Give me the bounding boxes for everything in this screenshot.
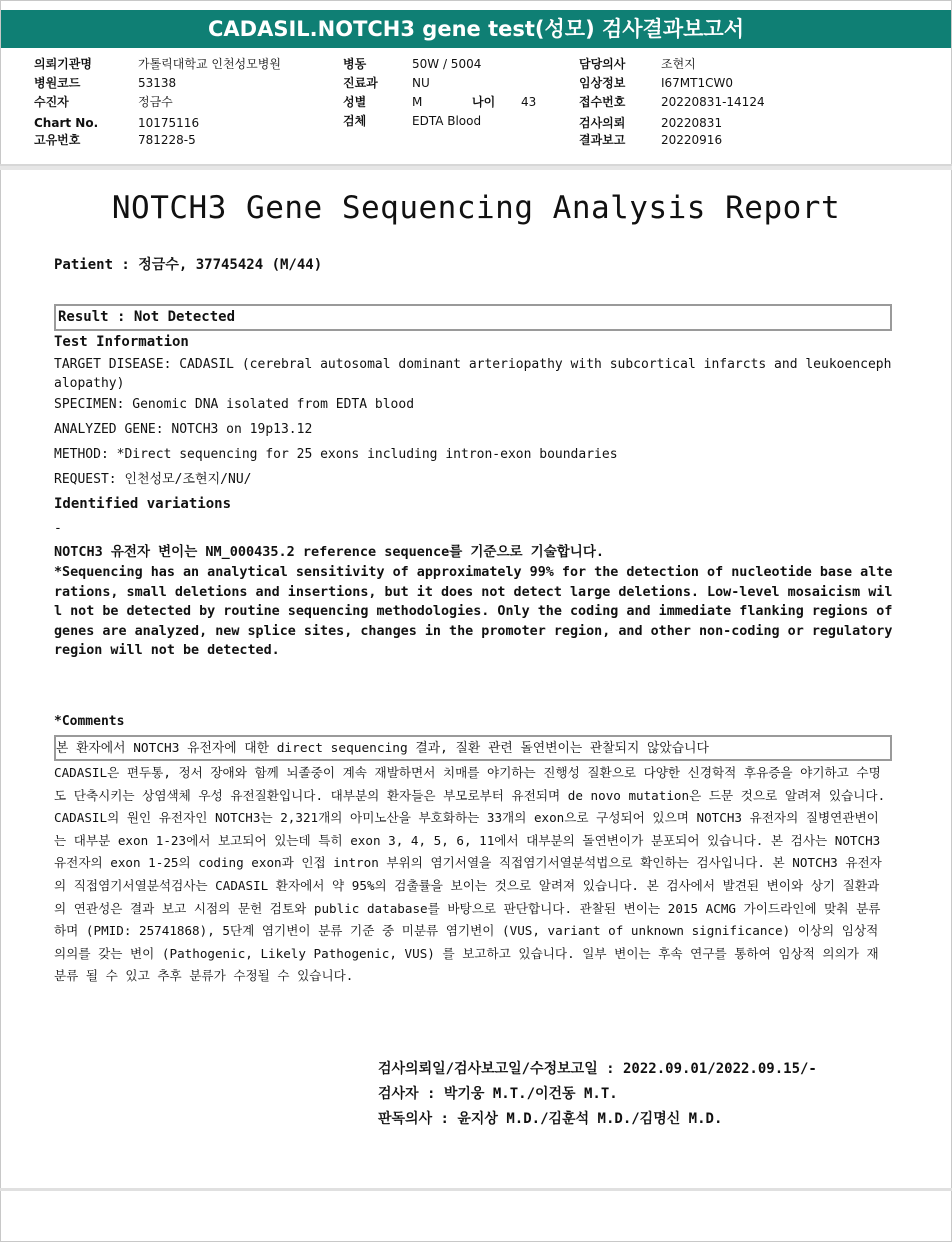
comments-heading: *Comments bbox=[54, 714, 125, 729]
variations-value: - bbox=[54, 521, 62, 536]
label-unique-no: 고유번호 bbox=[34, 133, 81, 147]
comments-box bbox=[54, 735, 892, 761]
label-receipt-no: 접수번호 bbox=[579, 95, 626, 109]
label-result-date: 결과보고 bbox=[579, 133, 626, 147]
comments-box-text: 본 환자에서 NOTCH3 유전자에 대한 direct sequencing 결과, 질환 관련 돌연변이는 관찰되지 않았습니다 bbox=[56, 741, 709, 756]
tester-line: 검사자 : 박기웅 M.T./이건동 M.T. bbox=[378, 1086, 618, 1102]
label-department: 진료과 bbox=[343, 76, 378, 90]
value-institution: 가톨릭대학교 인천성모병원 bbox=[138, 57, 281, 71]
value-specimen: EDTA Blood bbox=[412, 114, 482, 128]
label-patient: 수진자 bbox=[34, 95, 69, 109]
label-request-date: 검사의뢰 bbox=[579, 116, 626, 130]
result-text: Result : Not Detected bbox=[58, 309, 236, 325]
value-ward: 50W / 5004 bbox=[412, 57, 482, 71]
comments-paragraph: CADASIL은 편두통, 정서 장애와 함께 뇌졸중이 계속 재발하면서 치매를 야기하는 진행성 질환으로 다양한 신경학적 후유증을 야기하고 수명도 단축시키는 상염색체 우성 유전질환입니다. 대부분의 환자들은 부모로부터 유전되며 de novo mutation은 드문 것으로 알려져 있습니다. CADASIL의 원인 유전자인 NOTCH3는 2,321개의 아미노산을 부호화하는 33개의 exon으로 구성되어 있으며 NOTCH3 유전자의 질병연관변이는 대부분 exon 1-23에서 보고되어 있는데 특히 exon 3, 4, 5, 6, 11에서 대부분의 돌연변이가 분포되어 있습니다. 본 검사는 NOTCH3 유전자의 exon 1-25의 coding exon과 인접 intron 부위의 염기서열을 직접염기서열분석법으로 확인하는 검사입니다. 본 NOTCH3 유전자의 직접염기서열분석검사는 CADASIL 환자에서 약 95%의 검출률을 보이는 것으로 알려져 있습니다. 본 검사에서 발견된 변이와 상기 질환과의 연관성은 결과 보고 시점의 문헌 검토와 public database를 바탕으로 판단합니다. 관찰된 변이는 2015 ACMG 가이드라인에 맞춰 분류하며 (PMID: 25741868), 5단계 염기변이 분류 기준 중 미분류 염기변이 (VUS, variant of unknown significance) 이상의 임상적 의의를 갖는 변이 (Pathogenic, Likely Pathogenic, VUS) 를 보고하고 있습니다. 일부 변이는 후속 연구를 통하여 임상적 의의가 재분류 될 수 있고 추후 분류가 수정될 수 있습니다. bbox=[54, 765, 886, 984]
label-age: 나이 bbox=[472, 95, 496, 109]
value-clinical-info: I67MT1CW0 bbox=[661, 76, 734, 90]
reader-line: 판독의사 : 윤지상 M.D./김훈석 M.D./김명신 M.D. bbox=[378, 1111, 723, 1127]
specimen-line: SPECIMEN: Genomic DNA isolated from EDTA blood bbox=[54, 397, 415, 412]
value-result-date: 20220916 bbox=[661, 133, 723, 147]
patient-line: Patient : 정금수, 37745424 (M/44) bbox=[54, 257, 323, 273]
value-age: 43 bbox=[521, 95, 537, 109]
label-clinical-info: 임상정보 bbox=[579, 76, 626, 90]
target-disease: TARGET DISEASE: CADASIL (cerebral autosomal dominant arteriopathy with subcortical infarcts and leukoencephalopathy) bbox=[54, 357, 892, 391]
value-sex: M bbox=[412, 95, 423, 109]
label-hospital-code: 병원코드 bbox=[34, 76, 81, 90]
analyzed-gene-line: ANALYZED GENE: NOTCH3 on 19p13.12 bbox=[54, 422, 313, 437]
label-chart-no: Chart No. bbox=[34, 116, 99, 130]
report-title: NOTCH3 Gene Sequencing Analysis Report bbox=[111, 190, 841, 226]
label-doctor: 담당의사 bbox=[579, 57, 626, 71]
label-sex: 성별 bbox=[343, 95, 367, 109]
report-header-title: CADASIL.NOTCH3 gene test(성모) 검사결과보고서 bbox=[1, 10, 951, 48]
value-patient: 정금수 bbox=[138, 95, 173, 109]
reference-note: NOTCH3 유전자 변이는 NM_000435.2 reference sequence를 기준으로 기술합니다. bbox=[54, 544, 605, 560]
variations-heading: Identified variations bbox=[54, 496, 232, 512]
label-institution: 의뢰기관명 bbox=[34, 57, 92, 71]
result-box bbox=[54, 304, 892, 331]
request-line: REQUEST: 인천성모/조현지/NU/ bbox=[54, 472, 252, 487]
method-line: METHOD: *Direct sequencing for 25 exons including intron-exon boundaries bbox=[54, 447, 618, 462]
value-chart-no: 10175116 bbox=[138, 116, 200, 130]
value-unique-no: 781228-5 bbox=[138, 133, 196, 147]
label-specimen: 검체 bbox=[343, 114, 367, 128]
value-doctor: 조현지 bbox=[661, 57, 696, 71]
report-dates: 검사의뢰일/검사보고일/수정보고일 : 2022.09.01/2022.09.15/- bbox=[378, 1061, 817, 1077]
value-hospital-code: 53138 bbox=[138, 76, 177, 90]
label-ward: 병동 bbox=[343, 57, 367, 71]
test-info-heading: Test Information bbox=[54, 334, 189, 350]
sensitivity-note: *Sequencing has an analytical sensitivity of approximately 99% for the detection of nucleotide base alterations, small deletions and insertions, but it does not detect large deletions. Low-level mosaicism will not be detected by routine sequencing methodologies. Only the coding and immediate flanking regions of genes are analyzed, new splice sites, changes in the promoter region, and other non-coding or regulatory region will not be detected. bbox=[54, 565, 901, 659]
header-shadow bbox=[0, 166, 952, 170]
footer-divider bbox=[0, 1188, 952, 1191]
value-receipt-no: 20220831-14124 bbox=[661, 95, 765, 109]
value-request-date: 20220831 bbox=[661, 116, 723, 130]
value-department: NU bbox=[412, 76, 430, 90]
